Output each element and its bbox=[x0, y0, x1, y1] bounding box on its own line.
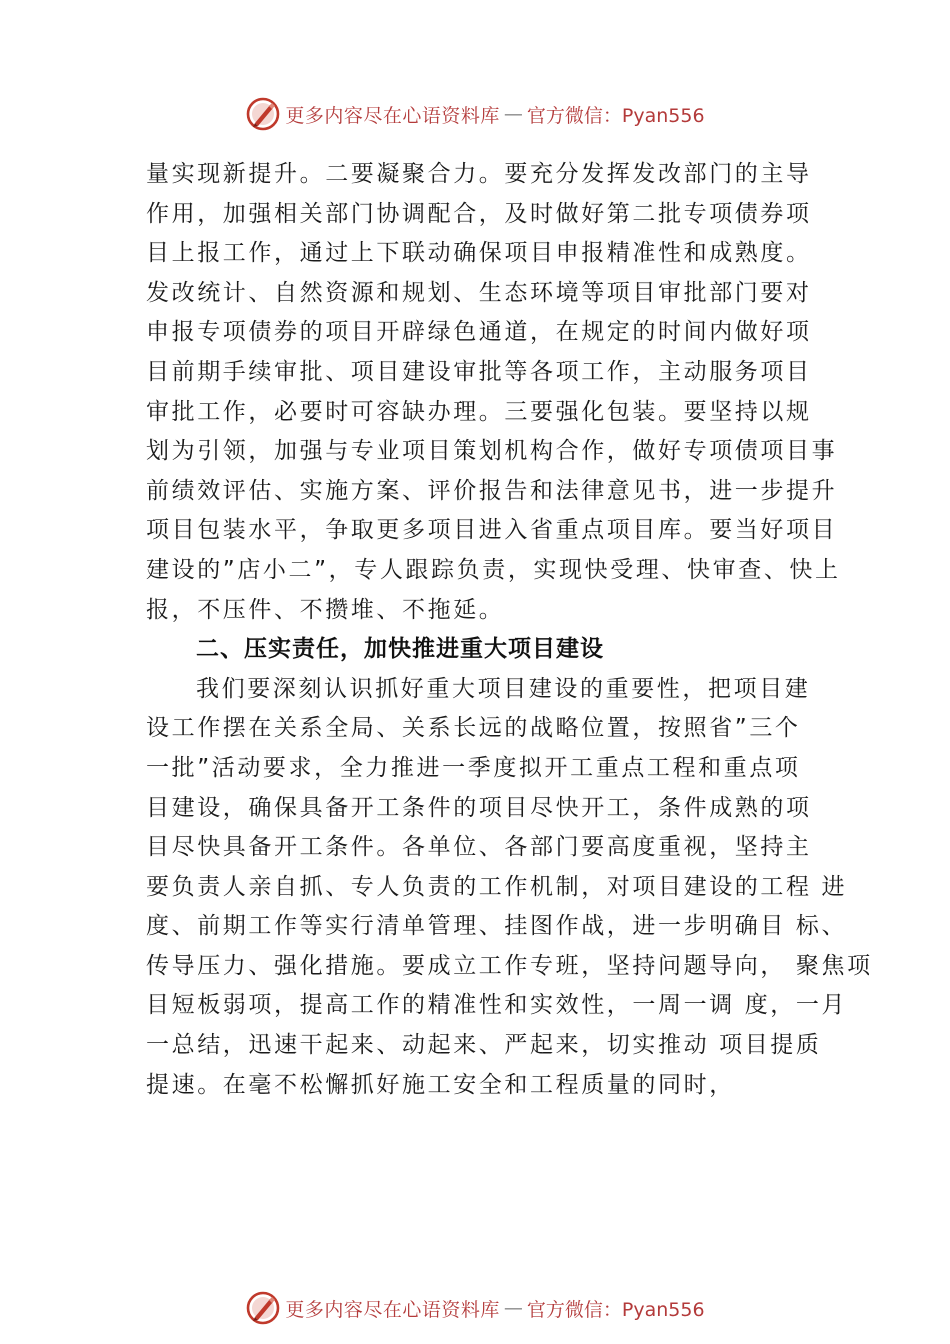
footer-banner bbox=[0, 1288, 950, 1328]
banner-title: 更多内容尽在心语资料库 bbox=[285, 104, 500, 127]
paragraph-line: 设工作摆在关系全局、关系长远的战略位置，按照省”三个 bbox=[146, 715, 801, 742]
paragraph-line: 提速。在毫不松懈抓好施工安全和工程质量的同时， bbox=[146, 1071, 735, 1098]
paragraph-line: 量实现新提升。二要凝聚合力。要充分发挥发改部门的主导 bbox=[146, 161, 812, 187]
paragraph-line: 作用，加强相关部门协调配合，及时做好第二批专项债券项 bbox=[146, 200, 812, 227]
banner-separator: — bbox=[503, 103, 523, 125]
paragraph-line: 审批工作，必要时可容缺办理。三要强化包装。要坚持以规 bbox=[146, 398, 812, 425]
paragraph-line: 要负责人亲自抓、专人负责的工作机制，对项目建设的工程 进 bbox=[146, 873, 848, 900]
paragraph-line: 目短板弱项，提高工作的精准性和实效性，一周一调 度，一月 bbox=[146, 992, 848, 1019]
banner-content bbox=[245, 1290, 704, 1326]
paragraph-line: 发改统计、自然资源和规划、生态环境等项目审批部门要对 bbox=[146, 279, 812, 306]
banner-wechat-id: 官方微信：Pyan556 bbox=[526, 104, 705, 127]
paragraph-line: 项目包装水平，争取更多项目进入省重点项目库。要当好项目 bbox=[146, 517, 838, 544]
paragraph-line: 目建设，确保具备开工条件的项目尽快开工，条件成熟的项 bbox=[146, 794, 812, 821]
pen-logo-icon bbox=[245, 96, 281, 132]
paragraph-line: 目前期手续审批、项目建设审批等各项工作，主动服务项目 bbox=[146, 358, 812, 385]
paragraph-line: 申报专项债券的项目开辟绿色通道，在规定的时间内做好项 bbox=[146, 319, 812, 346]
paragraph-line: 报，不压件、不攒堆、不拖延。 bbox=[146, 596, 505, 623]
banner-wechat-id: 官方微信：Pyan556 bbox=[526, 1298, 705, 1321]
paragraph-line: 目上报工作，通过上下联动确保项目申报精准性和成熟度。 bbox=[146, 240, 812, 267]
paragraph-line: 建设的”店小二”，专人跟踪负责，实现快受理、快审查、快上 bbox=[146, 556, 841, 583]
banner-separator: — bbox=[503, 1297, 523, 1319]
document-body bbox=[146, 155, 873, 1105]
paragraph-line: 前绩效评估、实施方案、评价报告和法律意见书，进一步提升 bbox=[146, 477, 838, 504]
paragraph-line: 度、前期工作等实行清单管理、挂图作战，进一步明确目 标、 bbox=[146, 913, 848, 940]
paragraph-line: 我们要深刻认识抓好重大项目建设的重要性，把项目建 bbox=[196, 675, 811, 702]
paragraph-line: 划为引领，加强与专业项目策划机构合作，做好专项债项目事 bbox=[146, 438, 838, 465]
banner-content bbox=[245, 96, 704, 132]
banner-title: 更多内容尽在心语资料库 bbox=[285, 1298, 500, 1321]
section-heading: 二、压实责任，加快推进重大项目建设 bbox=[196, 636, 604, 663]
header-banner bbox=[0, 94, 950, 134]
paragraph-line: 目尽快具备开工条件。各单位、各部门要高度重视，坚持主 bbox=[146, 834, 812, 861]
paragraph-line: 传导压力、强化措施。要成立工作专班，坚持问题导向， 聚焦项 bbox=[146, 952, 873, 979]
paragraph-line: 一批”活动要求，全力推进一季度拟开工重点工程和重点项 bbox=[146, 754, 801, 781]
paragraph-line: 一总结，迅速干起来、动起来、严起来，切实推动 项目提质 bbox=[146, 1032, 822, 1059]
pen-logo-icon bbox=[245, 1290, 281, 1326]
